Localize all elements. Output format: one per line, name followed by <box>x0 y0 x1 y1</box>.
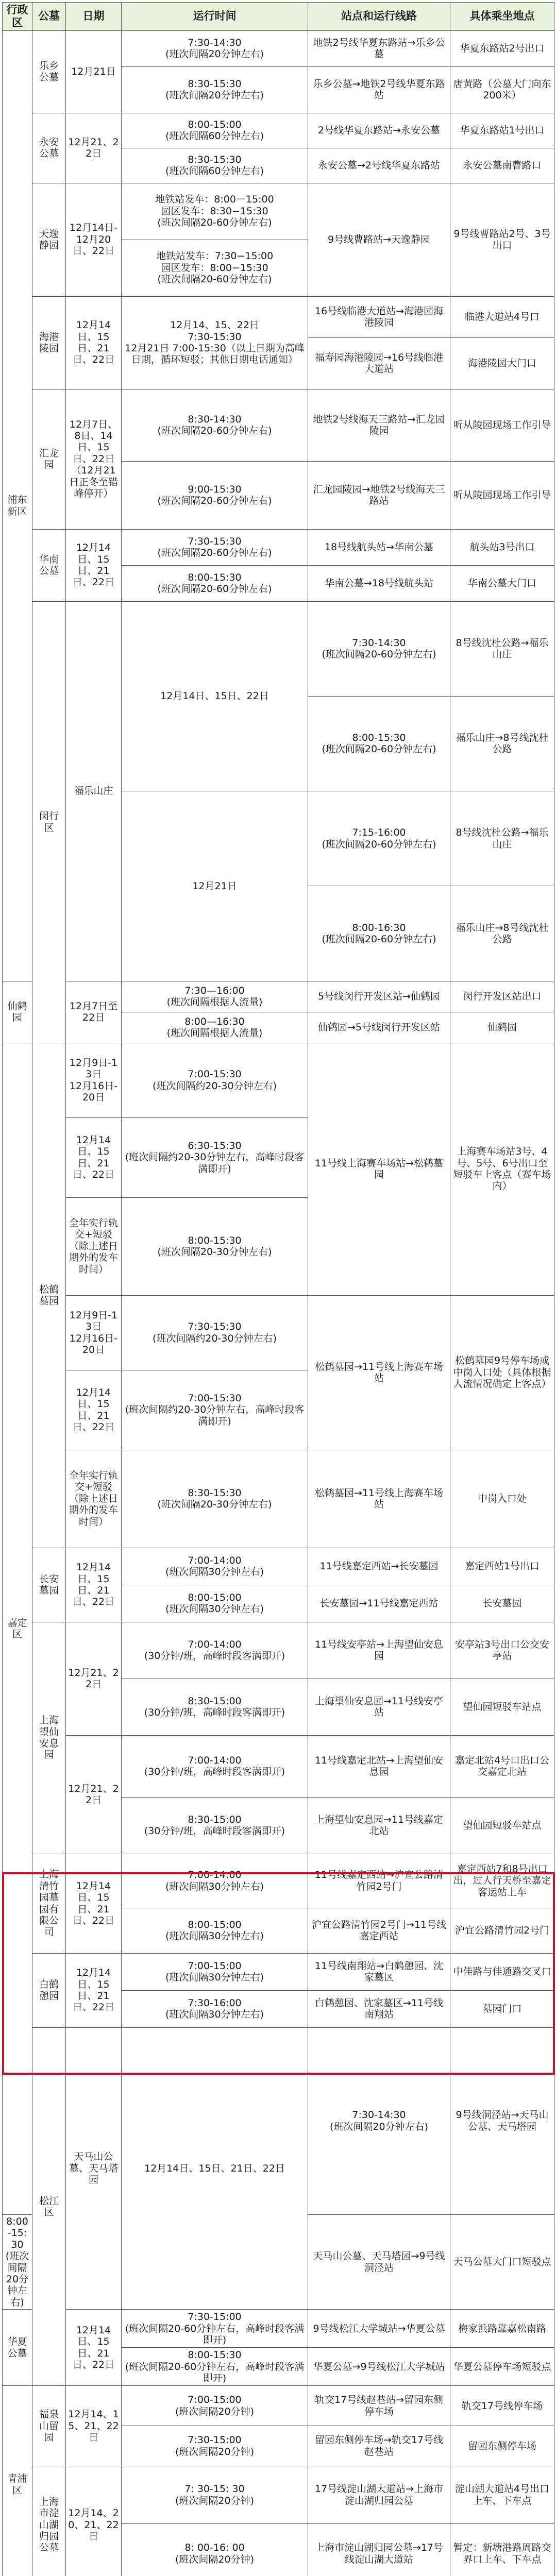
table-cell: 12月14日-12月20日、22日 <box>66 183 122 296</box>
table-cell: 留园东侧停车场 <box>450 2426 554 2466</box>
table-cell: 乐乡公墓 <box>32 30 66 113</box>
table-cell: 8:30-15:00 (30分钟/班，高峰时段客满即开) <box>122 1797 308 1854</box>
table-cell: 墓园门口 <box>450 1990 554 2027</box>
table-cell: 安亭站3号出口公交安亭站 <box>450 1622 554 1679</box>
table-cell: 全年实行轨交+短驳（除上述日期外的发车时间） <box>66 1197 122 1295</box>
table-cell: 8号线沈杜公路→福乐山庄 <box>450 791 554 886</box>
table-row <box>3 1854 554 1908</box>
table-cell: 地铁站发车：7:30−15:00 园区发车：8:00−15:30 (班次间隔20-60分钟左右) <box>122 240 308 296</box>
table-cell: 8:00-15:30 (班次间隔20-60分钟左右) <box>308 696 450 791</box>
tomb-sweeping-shuttle-table <box>2 2 554 2576</box>
table-cell: 天逸静园 <box>32 183 66 296</box>
table-row <box>3 1735 554 1797</box>
table-cell: 8:00-15:00 (班次间隔60分钟左右) <box>122 113 308 148</box>
table-row <box>3 389 554 461</box>
table-cell: 地铁2号线华夏东路站→乐乡公墓 <box>308 30 450 66</box>
table-cell: 7:00-14:00 (班次间隔30分钟左右) <box>122 1854 308 1908</box>
table-cell: 天马山公墓、天马塔园 <box>66 2027 122 2310</box>
table-cell: 12月21日 <box>122 791 308 981</box>
table-cell: 12月9日-13日 12月16日-20日 <box>66 1295 122 1370</box>
table-cell: 8:00-15:30 (班次间隔20分钟左右) <box>3 2215 32 2310</box>
table-cell: 8:30-15:30 (班次间隔20分钟左右) <box>122 66 308 113</box>
header-run-time: 运行时间 <box>122 3 308 31</box>
table-cell: 5号线闵行开发区站→仙鹤园 <box>308 981 450 1012</box>
table-cell: 中佳路与佳通路交叉口 <box>450 1953 554 1990</box>
table-cell: 长安墓园 <box>450 1585 554 1622</box>
table-cell: 11号线嘉定北站→上海望仙安息园 <box>308 1735 450 1797</box>
table-row <box>3 1043 554 1117</box>
table-row <box>3 1548 554 1585</box>
table-cell: 7:00-14:00 (班次间隔30分钟左右) <box>122 1548 308 1585</box>
table-cell: 8:30-15:00 (30分钟/班，高峰时段客满即开) <box>122 1679 308 1735</box>
table-cell: 汇龙园 <box>32 389 66 529</box>
table-cell: 7:00-14:00 (30分钟/班，高峰时段客满即开) <box>122 1622 308 1679</box>
table-cell: 全年实行轨交+短驳（除上述日期外的发车时间） <box>66 1450 122 1548</box>
table-cell: 12月14日、15日、21日、22日 <box>66 1548 122 1622</box>
table-cell: 8:00-15:00 (班次间隔30分钟左右) <box>122 1585 308 1622</box>
table-cell: 12月14、20、21、22日 <box>66 2466 122 2576</box>
table-cell: 青浦区 <box>3 2386 32 2576</box>
table-cell: 福泉山留园 <box>32 2386 66 2466</box>
table-cell: 望仙园短驳车站点 <box>450 1679 554 1735</box>
table-row <box>3 183 554 240</box>
table-cell: 浦东新区 <box>3 30 32 981</box>
table-cell: 8:30-15:30 (班次间隔20-30分钟左右) <box>122 1450 308 1548</box>
table-cell: 华夏公墓停车场短驳点 <box>450 2348 554 2386</box>
table-cell: 6:30-15:30 (班次间隔约20-30分钟左右，高峰时段客满即开) <box>122 1117 308 1197</box>
table-cell: 12月14日、15日、22日 <box>122 601 308 791</box>
table-cell: 仙鹤园 <box>450 1012 554 1043</box>
table-cell: 永安公墓→2号线华夏东路站 <box>308 148 450 183</box>
table-cell: 上海望仙安息园→11号线嘉定北站 <box>308 1797 450 1854</box>
table-row <box>3 1295 554 1370</box>
table-cell: 海港陵园 <box>32 296 66 389</box>
table-cell: 暂定：新塘港路周路交界口上车、下车点 <box>450 2524 554 2576</box>
table-cell: 7:00-14:00 (30分钟/班，高峰时段客满即开) <box>122 1735 308 1797</box>
table-cell: 12月7日至22日 <box>66 981 122 1043</box>
table-cell: 7:00-15:00 (班次间隔30分钟左右) <box>122 1953 308 1990</box>
table-cell: 松鹤墓园9号停车场或中岗入口处（具体根据人流情况确定上客点） <box>450 1295 554 1450</box>
table-cell: 7:30-16:00 (班次间隔30分钟左右) <box>122 1990 308 2027</box>
table-cell: 8:00-15:00 (班次间隔30分钟左右) <box>122 1908 308 1953</box>
table-row <box>3 601 554 696</box>
table-cell: 11号线上海赛车场站→松鹤墓园 <box>308 1043 450 1295</box>
table-cell: 12月14日、15日、21日、22日 <box>66 1117 122 1197</box>
table-cell: 12月14日、15日、21日、22日 <box>66 296 122 389</box>
table-row <box>3 1953 554 1990</box>
table-row <box>3 1622 554 1679</box>
table-cell: 上海市淀山湖归园公墓 <box>32 2466 66 2576</box>
table-cell: 天马公墓大门口短驳点 <box>450 2215 554 2310</box>
table-cell: 梅家浜路靠嘉松南路 <box>450 2310 554 2348</box>
table-cell: 永安公墓南曹路口 <box>450 148 554 183</box>
table-cell: 白鹤憩园 <box>32 1953 66 2027</box>
table-cell: 长安墓园 <box>32 1548 66 1622</box>
table-cell: 12月21日 <box>66 30 122 113</box>
header-district: 行政区 <box>3 3 32 31</box>
table-cell: 17号线淀山湖大道站→上海市淀山湖归园公墓 <box>308 2466 450 2524</box>
table-cell: 12月21、22日 <box>66 1735 122 1854</box>
table-cell: 沪宜公路清竹园2号门→11号线嘉定西站 <box>308 1908 450 1953</box>
table-cell: 7:00-15:00 (班次间隔20分钟) <box>122 2386 308 2426</box>
table-cell: 上海市淀山湖归园公墓→17号线淀山湖大道站 <box>308 2524 450 2576</box>
table-cell: 乐乡公墓→地铁2号线华夏东路站 <box>308 66 450 113</box>
table-cell: 7:00-15:30 (班次间隔约20-30分钟左右，高峰时段客满即开) <box>122 1370 308 1450</box>
table-row <box>3 1450 554 1548</box>
table-cell: 松鹤墓园→11号线上海赛车场站 <box>308 1450 450 1548</box>
table-row <box>3 2027 554 2215</box>
table-cell: 7:30-14:30 (班次间隔20分钟左右) <box>122 30 308 66</box>
table-cell: 11号线嘉定西站→沪宜公路清竹园2号门 <box>308 1854 450 1908</box>
table-cell: 7:30-14:30 (班次间隔20分钟左右) <box>308 2027 450 2215</box>
table-cell: 11号线嘉定西站→长安墓园 <box>308 1548 450 1585</box>
table-cell: 12月14日、15日、21日、22日 <box>66 1370 122 1450</box>
table-cell: 白鹤憩园、沈家墓区→11号线南翔站 <box>308 1990 450 2027</box>
table-cell: 7:30—16:00 (班次间隔根据人流量) <box>122 981 308 1012</box>
table-cell: 航头站3号出口 <box>450 529 554 565</box>
table-cell: 轨交17号线赵巷站→留园东侧停车场 <box>308 2386 450 2426</box>
table-cell: 地铁站发车：8:00－15:00 园区发车：8:30−15:30 (班次间隔20-60分钟左右) <box>122 183 308 240</box>
table-cell: 听从陵园现场工作引导 <box>450 461 554 529</box>
table-row <box>3 529 554 565</box>
table-cell: 淀山湖大道站4号出口上车、下车点 <box>450 2466 554 2524</box>
table-cell: 7:00-15:30 (班次间隔约20-30分钟左右) <box>122 1043 308 1117</box>
table-cell: 9号线松江大学城站→华夏公墓 <box>308 2310 450 2348</box>
table-cell: 8:00-15:30 (班次间隔20-30分钟左右) <box>122 1197 308 1295</box>
table-cell: 沪宜公路清竹园2号门 <box>450 1908 554 1953</box>
table-cell: 福乐山庄 <box>66 601 122 981</box>
table-cell: 听从陵园现场工作引导 <box>450 389 554 461</box>
table-cell: 华夏东路站2号出口 <box>450 30 554 66</box>
table-cell: 上海赛车场站3号、4号、5号、6号出口至短驳车上客点（赛车场内） <box>450 1043 554 1295</box>
table-row <box>3 2386 554 2426</box>
table-cell: 9:00-15:30 (班次间隔20-60分钟左右) <box>122 461 308 529</box>
table-cell: 8:30-15:30 (班次间隔60分钟左右) <box>122 148 308 183</box>
table-cell: 8:30-14:30 (班次间隔20-60分钟左右) <box>122 389 308 461</box>
table-row <box>3 30 554 66</box>
table-cell: 12月14日、15日、21日、22日 <box>66 1854 122 1953</box>
table-cell: 松江区 <box>32 2027 66 2386</box>
table-cell: 8:00-15:30 (班次间隔20-60分钟左右) <box>122 565 308 601</box>
table-cell: 望仙园短驳车站点 <box>450 1797 554 1854</box>
table-cell: 12月14日、15日、21日、22日 <box>66 1953 122 2027</box>
table-cell: 8: 00-16: 00 (班次间隔20分钟) <box>122 2524 308 2576</box>
table-cell: 上海望仙安息园→11号线安亭站 <box>308 1679 450 1735</box>
header-date: 日期 <box>66 3 122 31</box>
table-row <box>3 2466 554 2524</box>
table-cell: 中岗入口处 <box>450 1450 554 1548</box>
table-row <box>3 296 554 337</box>
table-header-row <box>3 3 554 31</box>
table-cell: 闵行区 <box>32 601 66 1043</box>
table-cell: 嘉定西站7和8号出口出，过人行天桥至嘉定客运站上车 <box>450 1854 554 1908</box>
table-cell: 12月14日、15日、21日、22日 <box>66 2310 122 2386</box>
table-cell: 2号线华夏东路站→永安公墓 <box>308 113 450 148</box>
table-row <box>3 113 554 148</box>
table-cell: 福乐山庄→8号线沈杜公路 <box>450 696 554 791</box>
table-cell: 12月14、15、22日 7:30-15:30 12月21日 7:00-15:30（以上日期为高峰日期，循环短驳；其他日期电话通知） <box>122 296 308 389</box>
table-cell: 12月7日、8日、14日、15日、22日（12月21日正冬至错峰停开） <box>66 389 122 529</box>
table-cell: 临港大道站4号口 <box>450 296 554 337</box>
table-cell: 汇龙园陵园→地铁2号线海天三路站 <box>308 461 450 529</box>
table-cell: 11号线安亭站→上海望仙安息园 <box>308 1622 450 1679</box>
table-cell: 9号线曹路站2号、3号出口 <box>450 183 554 296</box>
header-station-route: 站点和运行线路 <box>308 3 450 31</box>
table-cell: 海港陵园大门口 <box>450 337 554 389</box>
table-cell: 8:00—16:30 (班次间隔根据人流量) <box>122 1012 308 1043</box>
table-cell: 11号线南翔站→白鹤憩园、沈家墓区 <box>308 1953 450 1990</box>
table-cell: 华夏公墓→9号线松江大学城站 <box>308 2348 450 2386</box>
table-cell: 上海清竹园墓园有限公司 <box>32 1854 66 1953</box>
table-cell: 12月21、22日 <box>66 113 122 183</box>
table-cell: 9号线曹路站→天逸静园 <box>308 183 450 296</box>
table-row <box>3 2310 554 2348</box>
table-cell: 松鹤墓园 <box>32 1043 66 1548</box>
table-cell: 嘉定西站1号出口 <box>450 1548 554 1585</box>
table-cell: 永安公墓 <box>32 113 66 183</box>
table-cell: 12月21、22日 <box>66 1622 122 1735</box>
table-cell: 12月9日-13日 12月16日-20日 <box>66 1043 122 1117</box>
table-cell: 7:30-15:00 (班次间隔20-60分钟左右，高峰时段客满即开) <box>122 2310 308 2348</box>
table-cell: 7:30-14:30 (班次间隔20-60分钟左右) <box>308 601 450 696</box>
table-cell: 8:00-15:30 (班次间隔20-60分钟左右，高峰时段客满即开) <box>122 2348 308 2386</box>
table-cell: 12月14、15、21、22日 <box>66 2386 122 2466</box>
table-cell: 嘉定北站4号口出口公交嘉定北站 <box>450 1735 554 1797</box>
table-cell: 嘉定区 <box>3 1043 32 2215</box>
table-cell: 华夏东路站1号出口 <box>450 113 554 148</box>
table-cell: 仙鹤园→5号线闵行开发区站 <box>308 1012 450 1043</box>
table-cell: 16号线临港大道站→海港园海港陵园 <box>308 296 450 337</box>
table-cell: 12月14日、15日、21日、22日 <box>66 529 122 601</box>
table-cell: 7:30-15:30 (班次间隔约20-30分钟左右) <box>122 1295 308 1370</box>
header-boarding-location: 具体乘坐地点 <box>450 3 554 31</box>
table-cell: 18号线航头站→华南公墓 <box>308 529 450 565</box>
table-cell: 长安墓园→11号线嘉定西站 <box>308 1585 450 1622</box>
table-cell: 华夏公墓 <box>3 2310 32 2386</box>
table-cell: 8号线沈杜公路→福乐山庄 <box>450 601 554 696</box>
table-cell: 福乐山庄→8号线沈杜公路 <box>450 886 554 981</box>
table-cell: 福寿园海港陵园→16号线临港大道站 <box>308 337 450 389</box>
table-cell: 7:30-15:00 (班次间隔20分钟) <box>122 2426 308 2466</box>
table-cell: 华南公墓大门口 <box>450 565 554 601</box>
table-cell: 12月14日、15日、21日、22日 <box>122 2027 308 2310</box>
table-cell: 仙鹤园 <box>3 981 32 1043</box>
table-cell: 华南公墓→18号线航头站 <box>308 565 450 601</box>
table-cell: 松鹤墓园→11号线上海赛车场站 <box>308 1295 450 1450</box>
table-body <box>3 30 554 2576</box>
table-cell: 轨交17号线停车场 <box>450 2386 554 2426</box>
table-cell: 华南公墓 <box>32 529 66 601</box>
table-cell: 7:30-15:30 (班次间隔20-60分钟左右) <box>122 529 308 565</box>
table-cell: 8:00-16:30 (班次间隔20-60分钟左右) <box>308 886 450 981</box>
table-cell: 7:15-16:00 (班次间隔20-60分钟左右) <box>308 791 450 886</box>
table-cell: 闵行开发区站出口 <box>450 981 554 1012</box>
table-cell: 7: 30-15: 30 (班次间隔20分钟) <box>122 2466 308 2524</box>
table-cell: 上海望仙安息园 <box>32 1622 66 1854</box>
table-cell: 天马山公墓、天马塔园→9号线洞泾站 <box>308 2215 450 2310</box>
header-cemetery: 公墓 <box>32 3 66 31</box>
table-cell: 唐黄路（公墓大门向东200米） <box>450 66 554 113</box>
table-cell: 留园东侧停车场→轨交17号线赵巷站 <box>308 2426 450 2466</box>
table-cell: 9号线洞泾站→天马山公墓、天马塔园 <box>450 2027 554 2215</box>
table-cell: 地铁2号线海天三路站→汇龙园陵园 <box>308 389 450 461</box>
table-row <box>3 981 554 1012</box>
